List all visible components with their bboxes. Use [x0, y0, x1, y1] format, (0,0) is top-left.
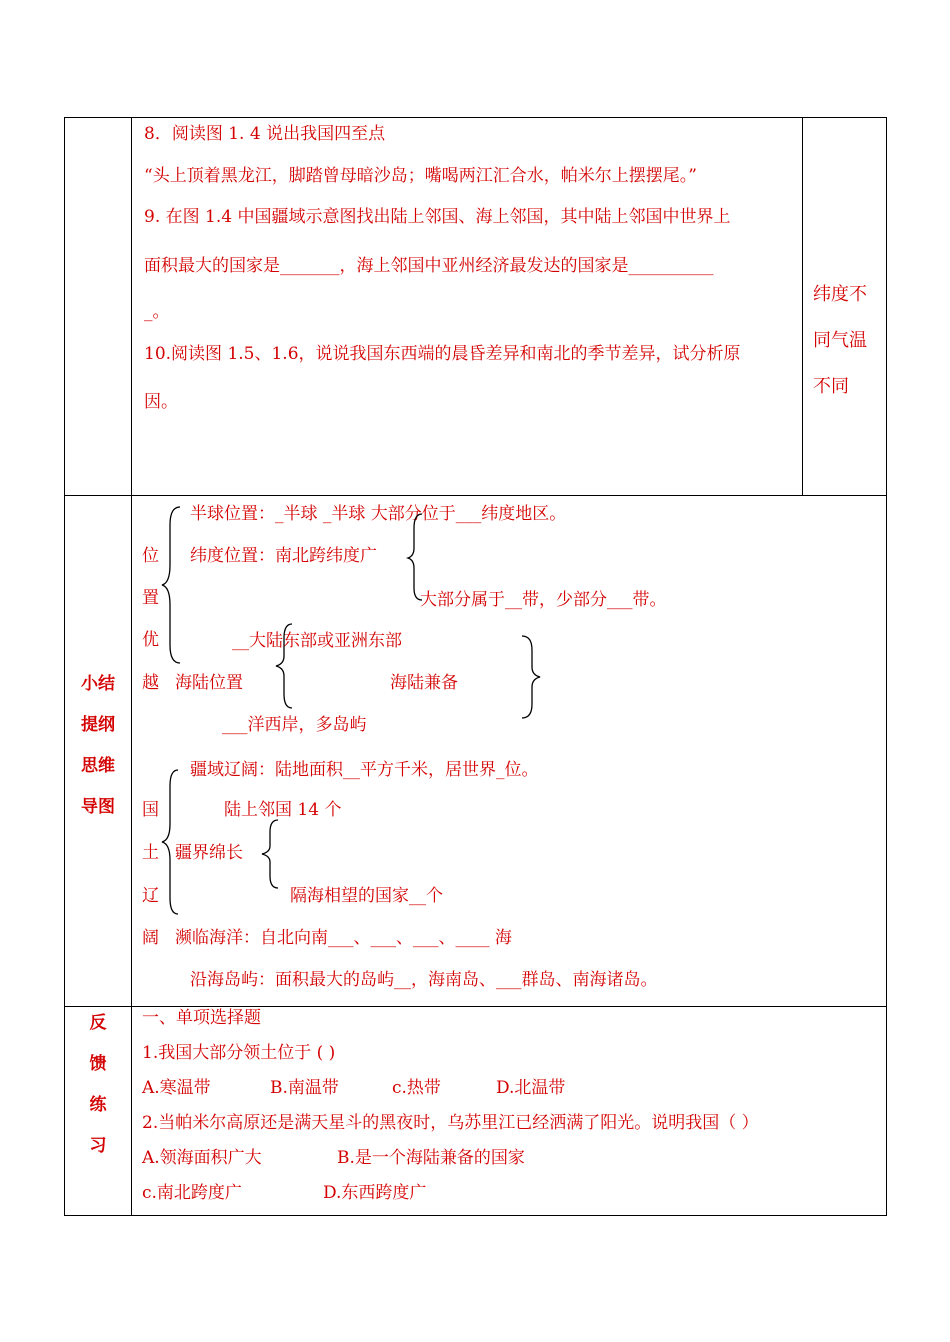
question-1: 1.我国大部分领土位于 ( ) — [142, 1043, 336, 1063]
feedback-heading: 一、单项选择题 — [142, 1008, 261, 1028]
question-9-line-2: 面积最大的国家是_______，海上邻国中亚州经济最发达的国家是__________ — [144, 256, 714, 276]
latitude-brace — [406, 512, 426, 602]
location-char: 位 — [142, 546, 159, 566]
location-char: 置 — [142, 588, 159, 608]
coastal-islands: 沿海岛屿：面积最大的岛屿__，海南岛、___群岛、南海诸岛。 — [190, 970, 658, 990]
q1-option-a: A.寒温带 — [142, 1078, 211, 1098]
q1-option-b: B.南温带 — [270, 1078, 339, 1098]
sea-land-brace-right — [520, 634, 544, 720]
side-note-line: 同气温 — [813, 330, 867, 351]
table-row-divider-1 — [64, 495, 887, 496]
feedback-label — [66, 1013, 130, 1177]
long-border: 疆界绵长 — [175, 843, 243, 863]
q2-option-b: B.是一个海陆兼备的国家 — [337, 1148, 525, 1168]
feedback-label-char: 习 — [89, 1136, 107, 1156]
feedback-label-char: 反 — [89, 1013, 107, 1033]
summary-label — [66, 674, 130, 838]
territory-char: 国 — [142, 800, 159, 820]
summary-label-line: 小结 — [81, 674, 115, 694]
question-9-line-1: 9. 在图 1.4 中国疆域示意图找出陆上邻国、海上邻国，其中陆上邻国中世界上 — [144, 207, 731, 227]
table-border-left — [64, 117, 65, 1216]
territory-brace — [160, 768, 182, 916]
question-8: 8．阅读图 1. 4 说出我国四至点 — [144, 124, 386, 144]
territory-vast: 疆域辽阔：陆地面积__平方千米，居世界_位。 — [190, 760, 539, 780]
side-note-line: 不同 — [813, 376, 849, 397]
ocean-position: ___洋西岸，多岛屿 — [222, 715, 367, 735]
hemisphere-position: 半球位置：_半球 _半球 大部分位于___纬度地区。 — [190, 504, 567, 524]
summary-label-line: 思维 — [81, 756, 115, 776]
territory-char: 土 — [142, 843, 159, 863]
sea-land-brace-left — [274, 622, 296, 710]
quote-line: “头上顶着黑龙江，脚踏曾母暗沙岛；嘴喝两江汇合水，帕米尔上摆摆尾。” — [144, 166, 697, 186]
q1-option-d: D.北温带 — [496, 1078, 566, 1098]
table-border-bottom — [64, 1215, 887, 1216]
q2-option-d: D.东西跨度广 — [323, 1183, 427, 1203]
q2-option-a: A.领海面积广大 — [142, 1148, 262, 1168]
border-brace — [260, 818, 282, 890]
question-10-line-2: 因。 — [144, 392, 178, 412]
sea-neighbors: 隔海相望的国家__个 — [290, 886, 443, 906]
location-brace — [160, 505, 184, 665]
feedback-label-char: 练 — [89, 1095, 107, 1115]
sea-land-both: 海陆兼备 — [390, 673, 458, 693]
summary-label-line: 提纲 — [81, 715, 115, 735]
summary-label-line: 导图 — [81, 797, 115, 817]
table-column-divider — [131, 117, 132, 1216]
q1-option-c: c.热带 — [392, 1078, 441, 1098]
q2-option-c: c.南北跨度广 — [142, 1183, 242, 1203]
question-9-line-3: _。 — [144, 302, 170, 322]
table-row-divider-2 — [64, 1006, 887, 1007]
temperature-zones: 大部分属于__带，少部分___带。 — [420, 590, 667, 610]
feedback-label-char: 馈 — [89, 1054, 107, 1074]
question-2: 2.当帕米尔高原还是满天星斗的黑夜时，乌苏里江已经洒满了阳光。说明我国（ ） — [142, 1113, 759, 1133]
territory-char: 辽 — [142, 886, 159, 906]
adjacent-seas: 濒临海洋：自北向南___、___、___、____ 海 — [175, 928, 512, 948]
sea-land-position: 海陆位置 — [175, 673, 243, 693]
side-note-line: 纬度不 — [813, 284, 867, 305]
table-border-right — [886, 117, 887, 1216]
continent-position: __大陆东部或亚洲东部 — [232, 631, 402, 651]
note-box-left — [802, 117, 803, 496]
side-note — [813, 272, 885, 410]
location-char: 越 — [142, 673, 159, 693]
latitude-position: 纬度位置：南北跨纬度广 — [190, 546, 377, 566]
territory-char: 阔 — [142, 928, 159, 948]
table-border-top — [64, 117, 887, 118]
location-char: 优 — [142, 630, 159, 650]
land-neighbors: 陆上邻国 14 个 — [224, 800, 342, 820]
question-10-line-1: 10.阅读图 1.5、1.6，说说我国东西端的晨昏差异和南北的季节差异，试分析原 — [144, 344, 741, 364]
